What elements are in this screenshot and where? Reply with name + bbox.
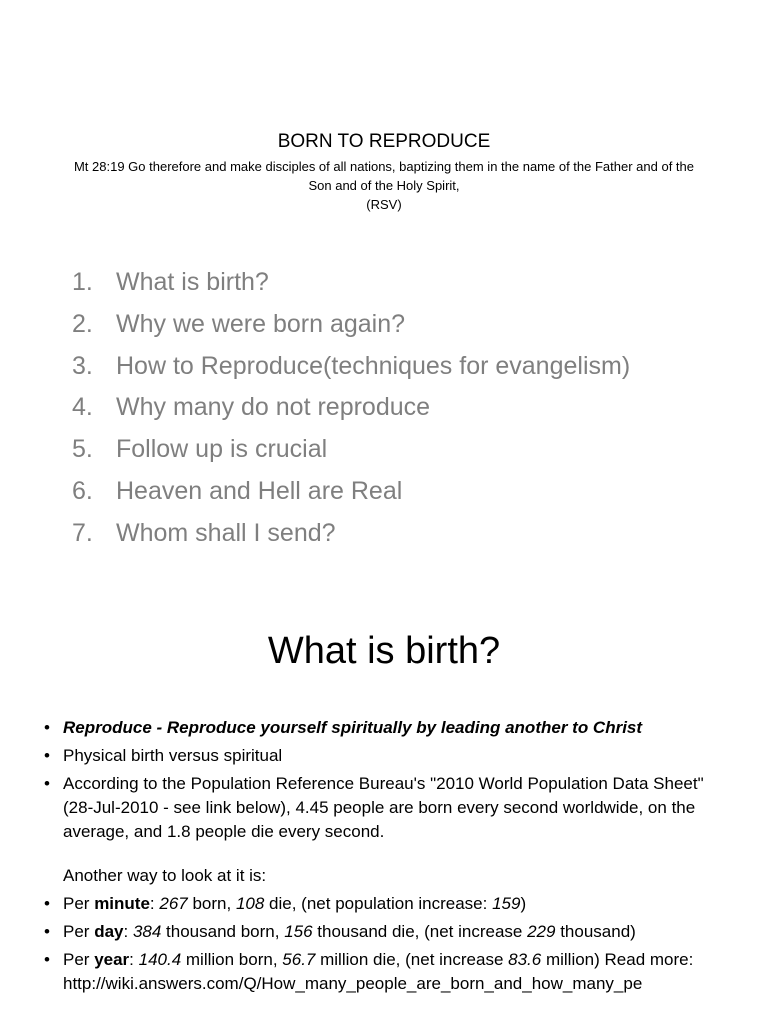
bullet-item-year [44,948,734,996]
outline-item [72,471,630,513]
bullet-glyph: • [44,922,50,941]
outline-number: 1. [72,268,93,296]
bullet-glyph: • [44,774,50,793]
text-fragment: : [129,950,139,969]
scripture-reference: Mt 28:19 Go therefore and make disciples of all nations, baptizing them in the name of the Father and of the Son and of the Holy Spirit, [73,159,695,193]
net-value: 229 [527,922,556,941]
text-fragment: : [149,894,160,913]
outline-number: 7. [72,518,93,547]
outline-text: Follow up is crucial [116,435,328,464]
source-link[interactable]: http://wiki.answers.com/Q/How_many_people_are_born_and_how_many_pe [63,974,643,993]
text-fragment: thousand born, [161,922,285,941]
bullet-glyph: • [44,950,50,969]
text-fragment: die, (net population increase: [264,894,493,913]
outline-item [72,346,630,388]
slide1-title: BORN TO REPRODUCE [277,131,491,152]
outline-number: 5. [72,435,93,464]
outline-text: How to Reproduce(techniques for evangelism) [116,351,631,380]
outline-text: Why many do not reproduce [116,393,431,422]
outline-number: 4. [72,393,93,422]
outline-text: Whom shall I send? [116,518,336,547]
text-fragment: million) Read more: [541,950,694,969]
text-fragment: ) [520,894,527,913]
text-fragment: Per [63,922,95,941]
text-fragment: thousand) [555,922,636,941]
scripture-source: (RSV) [366,197,402,212]
outline-item [72,429,630,471]
outline-item [72,304,630,346]
text-fragment: Per [63,950,95,969]
outline-item [72,262,630,304]
slide2-title: What is birth? [267,630,501,672]
bullet-glyph: • [44,718,50,737]
bullet-continuation [44,864,734,888]
bullet-text: According to the Population Reference Bureau's "2010 World Population Data Sheet" (28-Jul-2010 - see link below), 4.45 people are born every second worldwide, on the average, and 1.8 people die every second. [63,774,704,841]
unit-label: year [94,950,130,969]
text-fragment: : [123,922,133,941]
bullet-item-minute [44,892,734,916]
bullet-text: Another way to look at it is: [63,866,267,885]
text-fragment: Per [63,894,95,913]
net-value: 159 [492,894,521,913]
outline-text: Why we were born again? [116,309,406,338]
outline-item [72,387,630,429]
text-fragment: born, [187,894,236,913]
die-value: 108 [235,894,265,913]
bullet-item [44,716,734,740]
outline-number: 2. [72,309,93,338]
text-fragment: thousand die, (net increase [312,922,528,941]
outline-number: 3. [72,351,93,380]
outline-text: What is birth? [116,268,269,296]
text-fragment: million born, [181,950,283,969]
bullet-text: Reproduce - Reproduce yourself spiritually by leading another to Christ [63,718,643,737]
unit-label: minute [94,894,150,913]
text-fragment: million die, (net increase [315,950,509,969]
outline-text: Heaven and Hell are Real [116,476,403,505]
bullet-list [44,716,734,1000]
bullet-item [44,772,734,844]
born-value: 267 [159,894,188,913]
net-value: 83.6 [508,950,542,969]
born-value: 140.4 [138,950,182,969]
born-value: 384 [132,922,162,941]
bullet-glyph: • [44,746,50,765]
unit-label: day [94,922,124,941]
bullet-text: Physical birth versus spiritual [63,746,283,765]
die-value: 156 [284,922,313,941]
bullet-item-day [44,920,734,944]
die-value: 56.7 [282,950,316,969]
outline-list [72,262,630,555]
outline-number: 6. [72,476,93,505]
outline-item [72,513,630,555]
bullet-glyph: • [44,894,50,913]
bullet-item [44,744,734,768]
slide1-header [0,130,768,214]
